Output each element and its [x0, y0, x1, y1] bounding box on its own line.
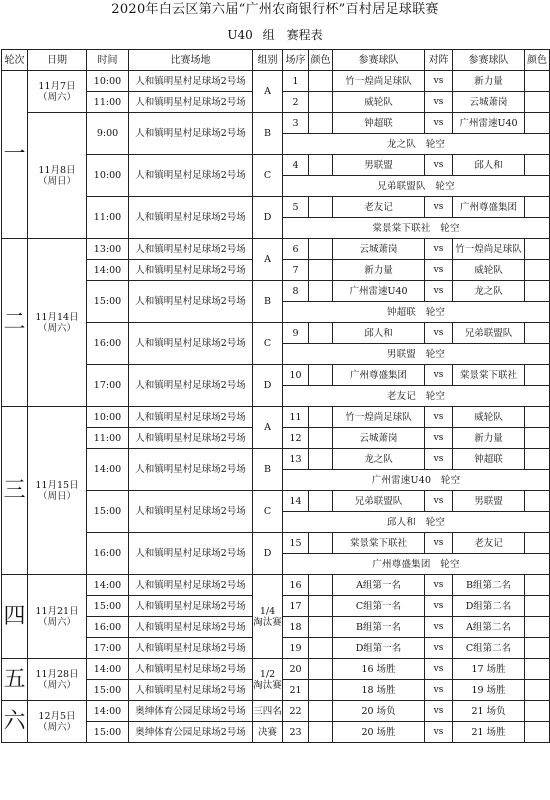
- weekday-text: （周六）: [37, 616, 76, 628]
- group-cell: B: [253, 449, 283, 491]
- weekday-text: （周日）: [37, 490, 76, 502]
- vs-cell: vs: [425, 449, 453, 470]
- header-color: 颜色: [309, 50, 333, 71]
- match-no-cell: 8: [283, 281, 309, 302]
- time-cell: 16:00: [87, 617, 129, 638]
- time-cell: 15:00: [87, 596, 129, 617]
- bye-cell: 男联盟 轮空: [283, 344, 550, 365]
- time-cell: 11:00: [87, 428, 129, 449]
- color-cell-2: [525, 92, 550, 113]
- color-cell-2: [525, 659, 550, 680]
- time-cell: 15:00: [87, 281, 129, 323]
- team-b-cell: 邱人和: [453, 155, 525, 176]
- weekday-text: （周六）: [37, 322, 76, 334]
- round-label: 四: [2, 575, 28, 659]
- group-cell: C: [253, 155, 283, 197]
- team-a-cell: 威轮队: [333, 92, 425, 113]
- header-team-b: 参赛球队: [453, 50, 525, 71]
- color-cell-2: [525, 596, 550, 617]
- team-b-cell: 广州雷速U40: [453, 113, 525, 134]
- table-row: [2, 701, 550, 722]
- group-cell: C: [253, 323, 283, 365]
- match-no-cell: 18: [283, 617, 309, 638]
- date-text: 11月15日: [35, 479, 79, 491]
- venue-cell: 人和镇明星村足球场2号场: [129, 113, 253, 155]
- color-cell: [309, 239, 333, 260]
- time-cell: 15:00: [87, 680, 129, 701]
- team-a-cell: 广州雷速U40: [333, 281, 425, 302]
- match-no-cell: 15: [283, 533, 309, 554]
- color-cell: [309, 659, 333, 680]
- team-a-cell: 邱人和: [333, 323, 425, 344]
- weekday-text: （周日）: [37, 175, 76, 187]
- venue-cell: 人和镇明星村足球场2号场: [129, 197, 253, 239]
- match-no-cell: 13: [283, 449, 309, 470]
- color-cell: [309, 575, 333, 596]
- color-cell-2: [525, 701, 550, 722]
- color-cell-2: [525, 491, 550, 512]
- vs-cell: vs: [425, 155, 453, 176]
- vs-cell: vs: [425, 722, 453, 743]
- color-cell-2: [525, 533, 550, 554]
- time-cell: 10:00: [87, 71, 129, 92]
- color-cell: [309, 428, 333, 449]
- team-a-cell: 18 场胜: [333, 680, 425, 701]
- team-b-cell: C组第二名: [453, 638, 525, 659]
- bye-cell: 老友记 轮空: [283, 386, 550, 407]
- venue-cell: 人和镇明星村足球场2号场: [129, 596, 253, 617]
- team-a-cell: 新力量: [333, 260, 425, 281]
- date-text: 11月8日: [38, 164, 76, 176]
- venue-cell: 人和镇明星村足球场2号场: [129, 449, 253, 491]
- match-no-cell: 19: [283, 638, 309, 659]
- header-color-2: 颜色: [525, 50, 550, 71]
- time-cell: 10:00: [87, 155, 129, 197]
- color-cell: [309, 722, 333, 743]
- round-label: 五: [2, 659, 28, 701]
- team-a-cell: 16 场胜: [333, 659, 425, 680]
- group-stage-text: 淘汰赛: [253, 616, 282, 628]
- bye-cell: 兄弟联盟队 轮空: [283, 176, 550, 197]
- vs-cell: vs: [425, 323, 453, 344]
- color-cell-2: [525, 680, 550, 701]
- vs-cell: vs: [425, 71, 453, 92]
- venue-cell: 人和镇明星村足球场2号场: [129, 92, 253, 113]
- match-no-cell: 10: [283, 365, 309, 386]
- group-stage-text: 淘汰赛: [253, 679, 282, 691]
- match-no-cell: 7: [283, 260, 309, 281]
- weekday-text: （周六）: [37, 679, 76, 691]
- table-row: [2, 239, 550, 260]
- header-match-no: 场序: [283, 50, 309, 71]
- team-a-cell: 竹一煌尚足球队: [333, 71, 425, 92]
- match-no-cell: 14: [283, 491, 309, 512]
- header-team-a: 参赛球队: [333, 50, 425, 71]
- color-cell: [309, 281, 333, 302]
- vs-cell: vs: [425, 260, 453, 281]
- header-group: 组别: [253, 50, 283, 71]
- table-row: [2, 575, 550, 596]
- group-cell: D: [253, 197, 283, 239]
- color-cell: [309, 113, 333, 134]
- team-b-cell: 威轮队: [453, 407, 525, 428]
- time-cell: 17:00: [87, 638, 129, 659]
- match-no-cell: 3: [283, 113, 309, 134]
- vs-cell: vs: [425, 428, 453, 449]
- color-cell-2: [525, 197, 550, 218]
- bye-cell: 广州雷速U40 轮空: [283, 470, 550, 491]
- time-cell: 15:00: [87, 722, 129, 743]
- vs-cell: vs: [425, 701, 453, 722]
- vs-cell: vs: [425, 281, 453, 302]
- group-cell: D: [253, 533, 283, 575]
- venue-cell: 人和镇明星村足球场2号场: [129, 155, 253, 197]
- color-cell: [309, 680, 333, 701]
- color-cell: [309, 260, 333, 281]
- team-b-cell: 19 场胜: [453, 680, 525, 701]
- team-a-cell: 兄弟联盟队: [333, 491, 425, 512]
- match-no-cell: 6: [283, 239, 309, 260]
- venue-cell: 人和镇明星村足球场2号场: [129, 428, 253, 449]
- date-text: 11月21日: [35, 605, 79, 617]
- color-cell: [309, 407, 333, 428]
- color-cell-2: [525, 155, 550, 176]
- team-a-cell: 老友记: [333, 197, 425, 218]
- venue-cell: 人和镇明星村足球场2号场: [129, 323, 253, 365]
- vs-cell: vs: [425, 491, 453, 512]
- team-b-cell: 兄弟联盟队: [453, 323, 525, 344]
- team-a-cell: 龙之队: [333, 449, 425, 470]
- table-row: [2, 71, 550, 92]
- team-b-cell: 钟超联: [453, 449, 525, 470]
- team-a-cell: D组第一名: [333, 638, 425, 659]
- date-text: 11月28日: [35, 668, 79, 680]
- color-cell: [309, 92, 333, 113]
- team-b-cell: 竹一煌尚足球队: [453, 239, 525, 260]
- color-cell-2: [525, 575, 550, 596]
- date-cell: [28, 659, 87, 701]
- vs-cell: vs: [425, 365, 453, 386]
- time-cell: 14:00: [87, 575, 129, 596]
- team-b-cell: 老友记: [453, 533, 525, 554]
- bye-cell: 邱人和 轮空: [283, 512, 550, 533]
- time-cell: 13:00: [87, 239, 129, 260]
- venue-cell: 人和镇明星村足球场2号场: [129, 533, 253, 575]
- group-cell: [253, 659, 283, 701]
- header-round: 轮次: [2, 50, 28, 71]
- round-label: 三: [2, 407, 28, 575]
- team-a-cell: 20 场负: [333, 701, 425, 722]
- team-b-cell: 新力量: [453, 71, 525, 92]
- round-label: 二: [2, 239, 28, 407]
- header-venue: 比赛场地: [129, 50, 253, 71]
- color-cell-2: [525, 71, 550, 92]
- group-cell: B: [253, 113, 283, 155]
- match-no-cell: 5: [283, 197, 309, 218]
- bye-cell: 钟超联 轮空: [283, 302, 550, 323]
- team-a-cell: 云城萧岗: [333, 239, 425, 260]
- document-title: 2020年白云区第六届“广州农商银行杯”百村居足球联赛: [111, 2, 439, 17]
- match-no-cell: 23: [283, 722, 309, 743]
- time-cell: 16:00: [87, 323, 129, 365]
- group-stage-text: 1/4: [259, 605, 276, 617]
- venue-cell: 奥绅体育公园足球场2号场: [129, 701, 253, 722]
- team-a-cell: 广州尊盛集团: [333, 365, 425, 386]
- venue-cell: 人和镇明星村足球场2号场: [129, 659, 253, 680]
- team-a-cell: A组第一名: [333, 575, 425, 596]
- color-cell-2: [525, 281, 550, 302]
- team-b-cell: B组第二名: [453, 575, 525, 596]
- document-subtitle: U40 组 赛程表: [227, 28, 323, 42]
- team-b-cell: 新力量: [453, 428, 525, 449]
- venue-cell: 人和镇明星村足球场2号场: [129, 239, 253, 260]
- venue-cell: 人和镇明星村足球场2号场: [129, 575, 253, 596]
- venue-cell: 人和镇明星村足球场2号场: [129, 407, 253, 428]
- schedule-table: [1, 49, 550, 743]
- time-cell: 15:00: [87, 491, 129, 533]
- date-text: 11月14日: [35, 311, 79, 323]
- color-cell: [309, 701, 333, 722]
- team-b-cell: 男联盟: [453, 491, 525, 512]
- color-cell-2: [525, 638, 550, 659]
- venue-cell: 人和镇明星村足球场2号场: [129, 260, 253, 281]
- header-row: [2, 50, 550, 71]
- team-a-cell: 棠景棠下联社: [333, 533, 425, 554]
- team-a-cell: 竹一煌尚足球队: [333, 407, 425, 428]
- color-cell: [309, 638, 333, 659]
- date-cell: [28, 701, 87, 743]
- round-label: 一: [2, 71, 28, 239]
- match-no-cell: 17: [283, 596, 309, 617]
- table-row: [2, 407, 550, 428]
- date-cell: [28, 113, 87, 239]
- group-cell: 决赛: [253, 722, 283, 743]
- group-cell: D: [253, 365, 283, 407]
- team-b-cell: 威轮队: [453, 260, 525, 281]
- time-cell: 14:00: [87, 659, 129, 680]
- team-a-cell: C组第一名: [333, 596, 425, 617]
- match-no-cell: 11: [283, 407, 309, 428]
- team-b-cell: A组第二名: [453, 617, 525, 638]
- color-cell: [309, 617, 333, 638]
- color-cell: [309, 71, 333, 92]
- vs-cell: vs: [425, 617, 453, 638]
- color-cell-2: [525, 407, 550, 428]
- bye-cell: 广州尊盛集团 轮空: [283, 554, 550, 575]
- header-time: 时间: [87, 50, 129, 71]
- time-cell: 17:00: [87, 365, 129, 407]
- group-cell: 三四名: [253, 701, 283, 722]
- time-cell: 16:00: [87, 533, 129, 575]
- team-b-cell: 21 场胜: [453, 722, 525, 743]
- date-cell: [28, 407, 87, 575]
- weekday-text: （周六）: [37, 91, 76, 103]
- vs-cell: vs: [425, 92, 453, 113]
- group-stage-text: 1/2: [259, 668, 276, 680]
- time-cell: 14:00: [87, 449, 129, 491]
- team-b-cell: 17 场胜: [453, 659, 525, 680]
- team-b-cell: D组第二名: [453, 596, 525, 617]
- color-cell-2: [525, 617, 550, 638]
- color-cell-2: [525, 239, 550, 260]
- vs-cell: vs: [425, 113, 453, 134]
- vs-cell: vs: [425, 659, 453, 680]
- table-row: [2, 113, 550, 134]
- venue-cell: 人和镇明星村足球场2号场: [129, 491, 253, 533]
- team-a-cell: 男联盟: [333, 155, 425, 176]
- round-label: 六: [2, 701, 28, 743]
- header-date: 日期: [28, 50, 87, 71]
- color-cell: [309, 449, 333, 470]
- match-no-cell: 16: [283, 575, 309, 596]
- vs-cell: vs: [425, 596, 453, 617]
- group-cell: B: [253, 281, 283, 323]
- color-cell-2: [525, 722, 550, 743]
- time-cell: 9:00: [87, 113, 129, 155]
- table-row: [2, 659, 550, 680]
- time-cell: 14:00: [87, 701, 129, 722]
- time-cell: 10:00: [87, 407, 129, 428]
- team-a-cell: 云城萧岗: [333, 428, 425, 449]
- weekday-text: （周六）: [37, 721, 76, 733]
- time-cell: 11:00: [87, 92, 129, 113]
- color-cell-2: [525, 260, 550, 281]
- color-cell: [309, 491, 333, 512]
- date-cell: [28, 71, 87, 113]
- group-cell: [253, 575, 283, 659]
- venue-cell: 人和镇明星村足球场2号场: [129, 617, 253, 638]
- vs-cell: vs: [425, 239, 453, 260]
- match-no-cell: 2: [283, 92, 309, 113]
- color-cell-2: [525, 323, 550, 344]
- color-cell: [309, 533, 333, 554]
- venue-cell: 人和镇明星村足球场2号场: [129, 281, 253, 323]
- match-no-cell: 20: [283, 659, 309, 680]
- color-cell: [309, 323, 333, 344]
- team-a-cell: 钟超联: [333, 113, 425, 134]
- team-b-cell: 21 场负: [453, 701, 525, 722]
- date-text: 12月5日: [38, 710, 76, 722]
- vs-cell: vs: [425, 638, 453, 659]
- match-no-cell: 21: [283, 680, 309, 701]
- vs-cell: vs: [425, 575, 453, 596]
- venue-cell: 人和镇明星村足球场2号场: [129, 71, 253, 92]
- date-cell: [28, 239, 87, 407]
- time-cell: 14:00: [87, 260, 129, 281]
- color-cell-2: [525, 113, 550, 134]
- match-no-cell: 22: [283, 701, 309, 722]
- team-a-cell: B组第一名: [333, 617, 425, 638]
- color-cell-2: [525, 365, 550, 386]
- venue-cell: 人和镇明星村足球场2号场: [129, 680, 253, 701]
- time-cell: 11:00: [87, 197, 129, 239]
- color-cell: [309, 155, 333, 176]
- color-cell: [309, 365, 333, 386]
- venue-cell: 人和镇明星村足球场2号场: [129, 365, 253, 407]
- match-no-cell: 12: [283, 428, 309, 449]
- team-b-cell: 龙之队: [453, 281, 525, 302]
- venue-cell: 人和镇明星村足球场2号场: [129, 638, 253, 659]
- venue-cell: 奥绅体育公园足球场2号场: [129, 722, 253, 743]
- group-cell: C: [253, 491, 283, 533]
- vs-cell: vs: [425, 197, 453, 218]
- team-a-cell: 20 场胜: [333, 722, 425, 743]
- date-text: 11月7日: [38, 80, 76, 92]
- group-cell: A: [253, 239, 283, 281]
- bye-cell: 棠景棠下联社 轮空: [283, 218, 550, 239]
- color-cell: [309, 596, 333, 617]
- team-b-cell: 广州尊盛集团: [453, 197, 525, 218]
- vs-cell: vs: [425, 680, 453, 701]
- match-no-cell: 1: [283, 71, 309, 92]
- team-b-cell: 棠景棠下联社: [453, 365, 525, 386]
- date-cell: [28, 575, 87, 659]
- header-vs: 对阵: [425, 50, 453, 71]
- match-no-cell: 9: [283, 323, 309, 344]
- group-cell: A: [253, 71, 283, 113]
- vs-cell: vs: [425, 533, 453, 554]
- color-cell-2: [525, 428, 550, 449]
- vs-cell: vs: [425, 407, 453, 428]
- team-b-cell: 云城萧岗: [453, 92, 525, 113]
- group-cell: A: [253, 407, 283, 449]
- match-no-cell: 4: [283, 155, 309, 176]
- bye-cell: 龙之队 轮空: [283, 134, 550, 155]
- color-cell-2: [525, 449, 550, 470]
- color-cell: [309, 197, 333, 218]
